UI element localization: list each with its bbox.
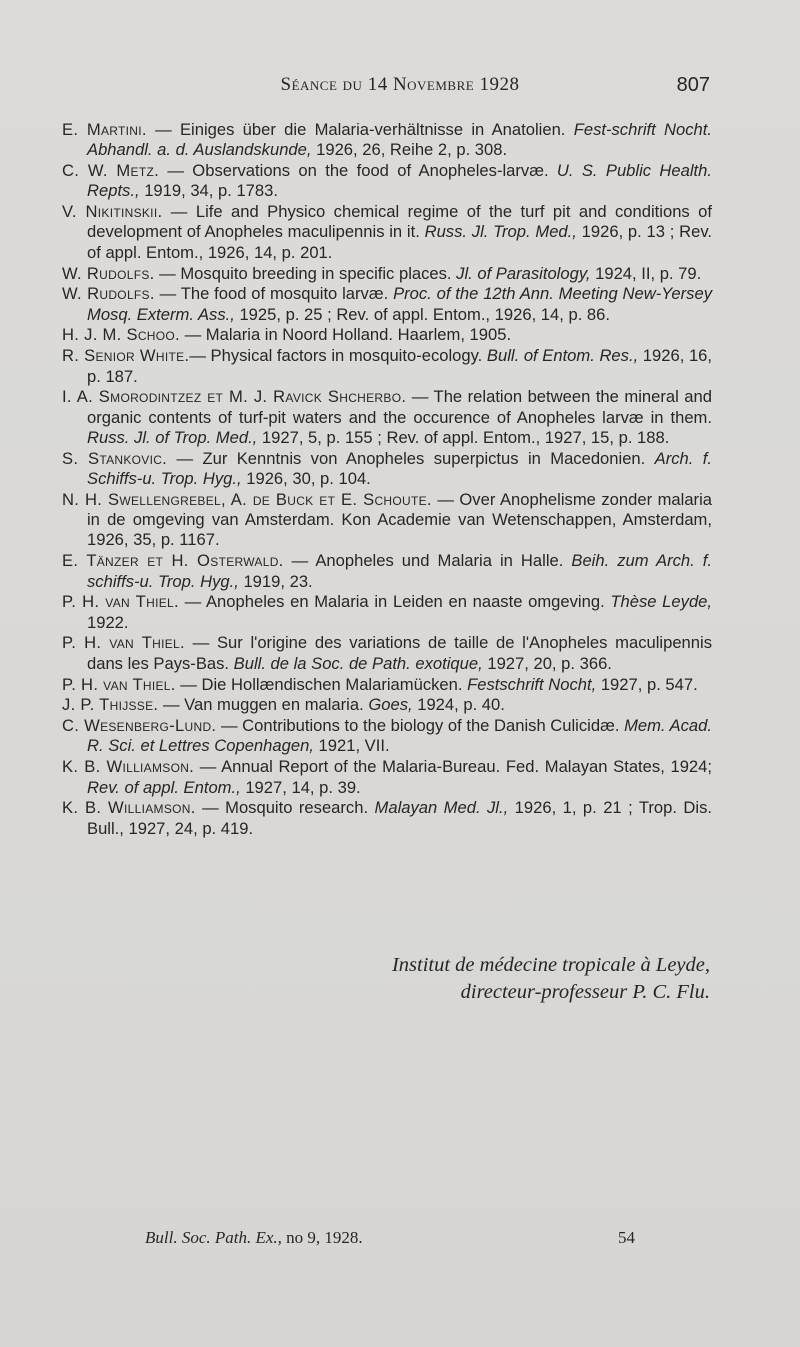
reference-entry [62,757,712,798]
reference-entry [62,120,712,161]
reference-entry [62,695,712,715]
reference-text: — The food of mosquito larvæ. [154,284,394,304]
reference-source: Proc. of the 12th Ann. Meeting New-Yersey Mosq. Exterm. Ass., [87,284,712,324]
reference-details: 1924, II, p. 79. [590,263,702,283]
reference-text: — Observations on the food of Anopheles-larvæ. [159,161,557,181]
reference-text: — Mosquito research. [195,798,375,818]
reference-source: Russ. Jl. Trop. Med., [424,222,577,242]
reference-entry [62,592,712,633]
reference-author: S. Stankovic. [62,448,168,468]
reference-entry [62,551,712,592]
reference-details: 1927, 5, p. 155 ; Rev. of appl. Entom., 1927, 15, p. 188. [257,427,670,447]
reference-details: 1926, 26, Reihe 2, p. 308. [311,140,508,160]
reference-entry [62,675,712,695]
reference-source: Festschrift Nocht, [467,674,597,694]
reference-text: — Van muggen en malaria. [158,695,369,715]
reference-author: N. H. Swellengrebel, A. de Buck et E. Schoute. [62,489,432,509]
reference-text: — Die Hollændischen Malariamücken. [175,674,468,694]
reference-details: 1927, 20, p. 366. [482,653,612,673]
reference-entry [62,284,712,325]
reference-author: P. H. van Thiel. [62,633,185,653]
reference-entry [62,387,712,448]
reference-text: — Anopheles und Malaria in Halle. [283,551,572,571]
reference-details: 1921, VII. [313,736,390,756]
reference-source: Beih. zum Arch. f. schiffs-u. Trop. Hyg., [87,551,713,591]
reference-details: 1924, p. 40. [412,695,505,715]
reference-author: P. H. van Thiel. [62,674,176,694]
reference-text: — The relation between the mineral and organic contents of turf-pit waters and the occurence of Anopheles larvæ in them. [87,387,712,427]
journal-issue: no 9, 1928. [281,1228,363,1247]
reference-details: 1919, 34, p. 1783. [139,181,278,201]
reference-source: Mem. Acad. R. Sci. et Lettres Copenhagen, [87,716,712,756]
reference-entry [62,449,712,490]
reference-author: E. Martini. [62,120,147,139]
reference-author: V. Nikitinskii. [62,202,163,222]
reference-source: Arch. f. Schiffs-u. Trop. Hyg., [87,448,712,489]
reference-text: — Einiges über die Malaria-verhältnisse in Anatolien. [146,120,574,139]
director-line: directeur-professeur P. C. Flu. [460,981,710,1003]
reference-details: 1926, 30, p. 104. [241,469,371,489]
reference-text: — Contributions to the biology of the Danish Culicidæ. [216,716,625,736]
reference-source: Bull. de la Soc. de Path. exotique, [233,653,483,673]
reference-entry [62,346,712,387]
signature-block [392,952,710,1006]
reference-source: Thèse Leyde, [610,592,713,612]
session-title: Séance du 14 Novembre 1928 [280,74,520,95]
running-header [0,74,800,100]
reference-text: — Physical factors in mosquito-ecology. [189,346,487,366]
reference-text: — Anopheles en Malaria in Leiden en naaste omgeving. [178,592,611,612]
reference-entry [62,633,712,674]
reference-text: — Annual Report of the Malaria-Bureau. Fed. Malayan States, 1924; [194,757,712,777]
reference-details: 1925, p. 25 ; Rev. of appl. Entom., 1926, 14, p. 86. [234,304,610,324]
reference-source: Goes, [368,695,413,715]
reference-author: K. B. Williamson. [62,798,196,818]
reference-text: — Mosquito breeding in specific places. [154,263,457,283]
reference-entry [62,325,712,345]
reference-author: P. H. van Thiel. [62,592,179,612]
institute-line: Institut de médecine tropicale à Leyde, [391,954,710,976]
reference-text: — Zur Kenntnis von Anopheles superpictus in Macedonien. [167,448,655,468]
sheet-number: 54 [618,1228,635,1247]
reference-author: W. Rudolfs. [62,284,155,304]
reference-text: — Sur l'origine des variations de taille de l'Anopheles maculipennis dans les Pays-Bas. [87,633,712,673]
reference-text: — Malaria in Noord Holland. Haarlem, 1905. [179,325,512,345]
journal-name: Bull. Soc. Path. Ex., [145,1228,282,1247]
reference-entry [62,264,712,284]
reference-details: 1926, p. 13 ; Rev. of appl. Entom., 1926, 14, p. 201. [87,222,713,262]
reference-entry [62,716,712,757]
reference-author: W. Rudolfs. [62,263,155,283]
reference-list [62,120,712,839]
reference-text: — Over Anophelisme zonder malaria in de omgeving van Amsterdam. Kon Academie van Wetenschappen, Amsterdam, 1926, 35, p. 1167. [87,489,712,550]
reference-source: Bull. of Entom. Res., [486,346,639,366]
reference-source: Jl. of Parasitology, [456,263,591,283]
reference-details: 1926, 16, p. 187. [87,346,713,386]
reference-source: Malayan Med. Jl., [374,798,509,818]
page-footer [0,1228,800,1254]
reference-details: 1922. [87,612,129,632]
reference-author: J. P. Thijsse. [62,695,159,715]
reference-details: 1926, 1, p. 21 ; Trop. Dis. Bull., 1927, 24, p. 419. [87,798,712,838]
reference-source: U. S. Public Health. Repts., [87,161,712,201]
reference-details: 1927, p. 547. [596,674,698,694]
reference-author: R. Senior White. [62,346,190,366]
reference-source: Russ. Jl. of Trop. Med., [87,427,258,447]
reference-entry [62,202,712,263]
reference-text: — Life and Physico chemical regime of the turf pit and conditions of development of Anopheles maculipennis in it. [87,202,713,242]
reference-entry [62,798,712,839]
reference-author: H. J. M. Schoo. [62,325,180,345]
reference-author: C. Wesenberg-Lund. [62,716,217,736]
reference-source: Fest-schrift Nocht. Abhandl. a. d. Auslandskunde, [87,120,712,160]
page-number: 807 [676,74,710,96]
journal-citation [145,1228,363,1248]
reference-author: I. A. Smorodintzez et M. J. Ravick Shcherbo. [62,387,407,407]
reference-entry [62,161,712,202]
reference-details: 1919, 23. [238,571,313,591]
reference-entry [62,490,712,551]
reference-author: E. Tänzer et H. Osterwald. [62,551,284,571]
reference-source: Rev. of appl. Entom., [87,777,241,797]
reference-author: C. W. Metz. [62,161,160,181]
reference-author: K. B. Williamson. [62,757,195,777]
reference-details: 1927, 14, p. 39. [240,777,361,797]
